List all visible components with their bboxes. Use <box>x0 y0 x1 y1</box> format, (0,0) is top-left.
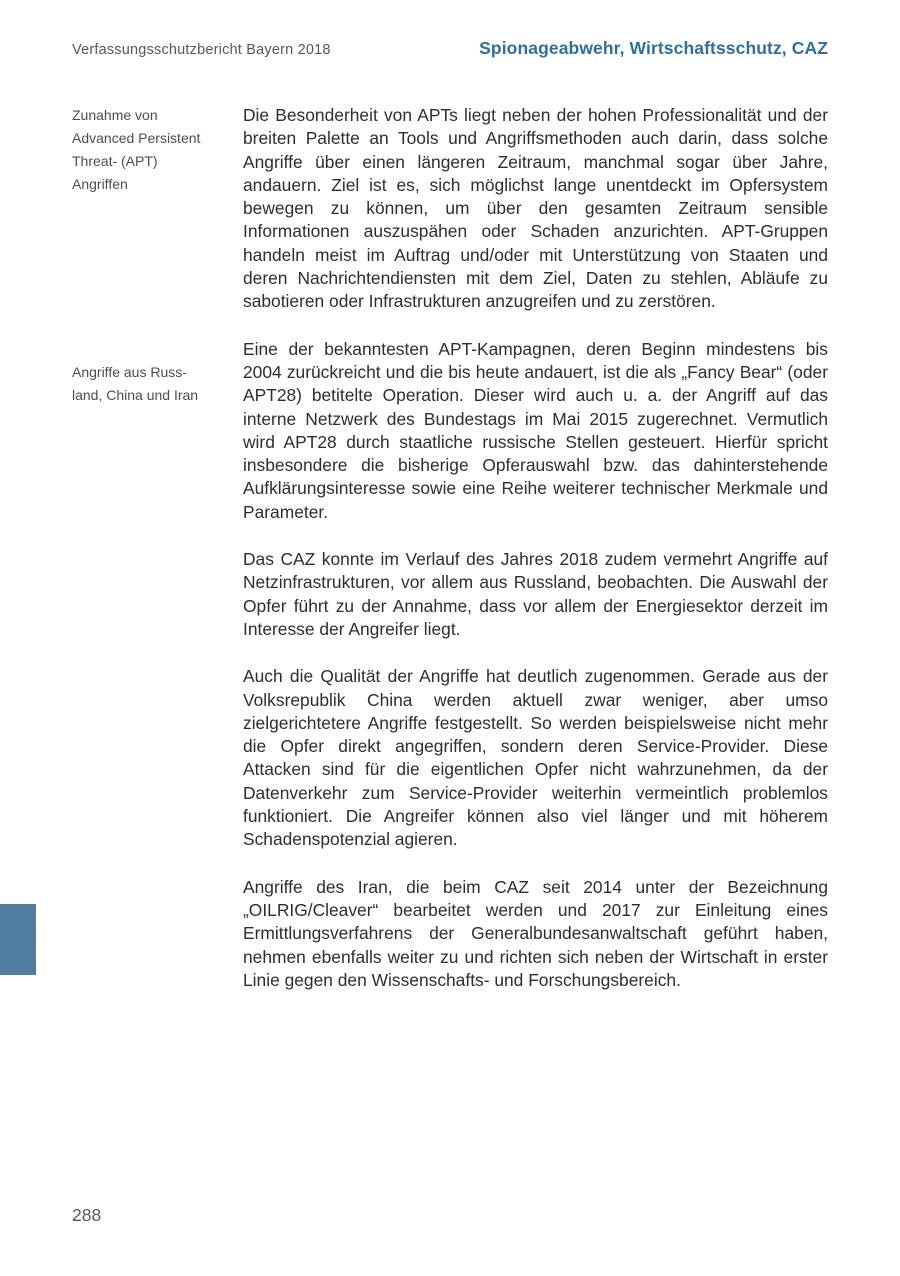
page-number: 288 <box>72 1205 102 1225</box>
header-report-title: Verfassungsschutzbericht Bayern 2018 <box>72 42 331 58</box>
paragraph-apt-characteristics: Die Besonderheit von APTs liegt neben der hohen Professionalität und der breiten Palette an Tools und Angriffsmethoden auch darin, dass solche Angriffe über einen längeren Zeitraum, manchmal sogar über Jahre, andauern. Ziel ist es, sich möglichst lange unentdeckt im Opfersystem bewegen zu können, um über den gesamten Zeitraum sensible Informationen auszuspähen oder Schaden anzurichten. APT-Gruppen handeln meist im Auftrag und/oder mit Unterstützung von Staaten und deren Nachrichtendiensten mit dem Ziel, Daten zu stehlen, Abläufe zu sabotieren oder Infrastrukturen anzugreifen und zu zerstören. <box>243 105 828 312</box>
margin-note-apt-increase <box>72 104 243 196</box>
page-header <box>0 0 900 59</box>
section-apt-increase <box>72 104 828 338</box>
paragraph-iran-oilrig: Angriffe des Iran, die beim CAZ seit 2014 unter der Bezeichnung „OILRIG/Cleaver“ bearbeitet werden und 2017 zur Einleitung eines Ermittlungsverfahrens der Generalbundesanwaltschaft geführt haben, nehmen ebenfalls weiter zu und richten sich neben der Wirtschaft in erster Linie gegen den Wissenschafts- und Forschungsbereich. <box>243 876 828 990</box>
margin-note-line: Threat- (APT) <box>72 153 158 169</box>
margin-note-line: Advanced Persistent <box>72 130 201 146</box>
margin-note-line: Angriffen <box>72 176 128 192</box>
margin-note-line: land, China und Iran <box>72 386 199 403</box>
margin-note-attacks-origin <box>72 338 243 407</box>
chapter-tab-marker <box>0 904 36 975</box>
section-attack-quality <box>72 665 828 875</box>
paragraph-caz-russia: Das CAZ konnte im Verlauf des Jahres 2018 zudem vermehrt Angriffe auf Netzinfrastrukturen, vor allem aus Russland, beobachten. Die Auswahl der Opfer führt zu der Annahme, dass vor allem der Energiesektor derzeit im Interesse der Angreifer liegt. <box>243 549 828 639</box>
margin-note-line: Angriffe aus Russ- <box>72 363 187 380</box>
section-caz-2018 <box>72 548 828 665</box>
paragraph-china-service-provider: Auch die Qualität der Angriffe hat deutlich zugenommen. Gerade aus der Volksrepublik China werden aktuell zwar weniger, aber umso zielgerichtetere Angriffe festgestellt. So werden beispielsweise nicht mehr die Opfer direkt angegriffen, sondern deren Service-Provider. Diese Attacken sind für die eigentlichen Opfer nicht wahrzunehmen, da der Datenverkehr zum Service-Provider weiterhin vermeintlich problemlos funktioniert. Die Angreifer können also viel länger und mit höherem Schadenspotenzial agieren. <box>243 666 828 850</box>
paragraph-fancy-bear: Eine der bekanntesten APT-Kampagnen, deren Beginn mindestens bis 2004 zurückreicht und die bis heute andauert, ist die als „Fancy Bear“ (oder APT28) betitelte Operation. Dieser wird auch u. a. der Angriff auf das interne Netzwerk des Bundestags im Mai 2015 zugerechnet. Vermutlich wird APT28 durch staatliche russische Stellen gesteuert. Hierfür spricht insbesondere die bisherige Opferauswahl bzw. das dahinterstehende Aufklärungsinteresse sowie eine Reihe weiterer technischer Merkmale und Parameter. <box>243 338 828 522</box>
margin-note-line: Zunahme von <box>72 107 158 123</box>
header-chapter-title: Spionageabwehr, Wirtschaftsschutz, CAZ <box>479 38 828 58</box>
section-attacks-origin <box>72 338 828 548</box>
section-iran <box>72 876 828 1016</box>
page-content <box>0 59 900 1016</box>
